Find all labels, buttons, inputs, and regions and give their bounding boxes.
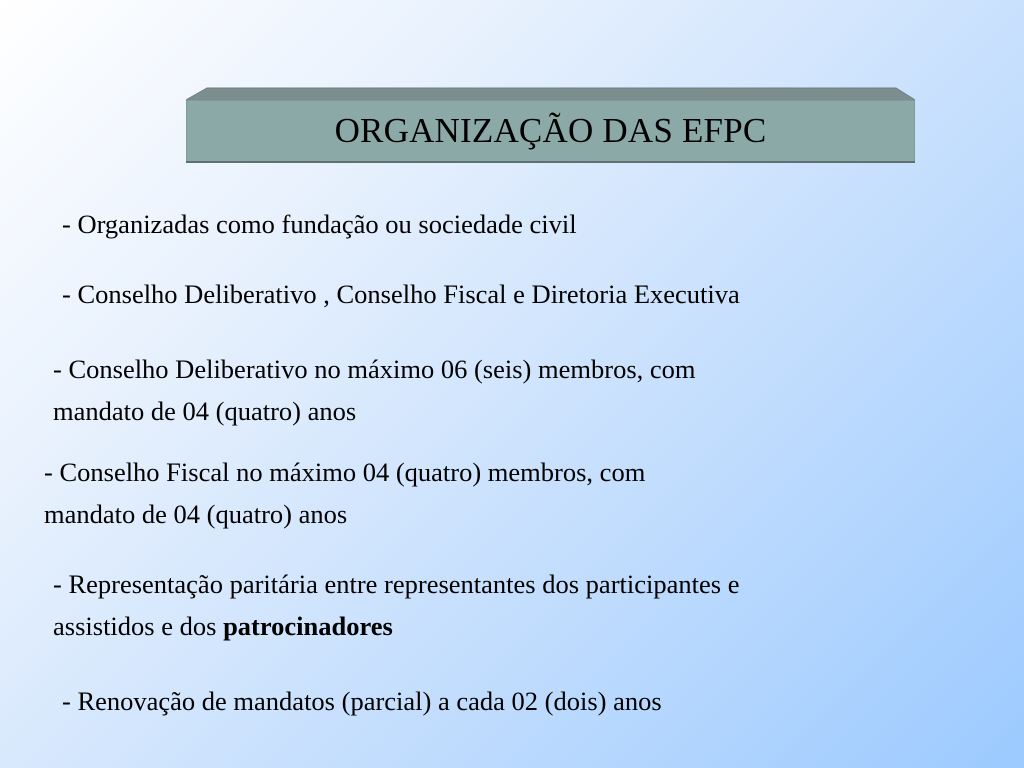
list-item-line: - Representação paritária entre representantes dos participantes e: [53, 569, 740, 599]
list-item: [44, 451, 645, 535]
list-item-line: [53, 605, 739, 647]
list-item: - Renovação de mandatos (parcial) a cada 02 (dois) anos: [62, 686, 662, 716]
list-item-line: mandato de 04 (quatro) anos: [53, 396, 357, 426]
list-item: [53, 348, 696, 432]
list-item: - Organizadas como fundação ou sociedade civil: [62, 209, 577, 239]
bold-term: patrocinadores: [223, 611, 393, 641]
list-item-text: assistidos e dos: [53, 611, 224, 641]
list-item-line: - Conselho Fiscal no máximo 04 (quatro) membros, com: [44, 457, 646, 487]
list-item: - Conselho Deliberativo , Conselho Fiscal e Diretoria Executiva: [62, 279, 740, 309]
slide-title: ORGANIZAÇÃO DAS EFPC: [334, 111, 767, 150]
list-item-line: - Conselho Deliberativo no máximo 06 (seis) membros, com: [53, 354, 696, 384]
title-box: [186, 87, 915, 163]
list-item-line: mandato de 04 (quatro) anos: [44, 499, 348, 529]
list-item: [53, 563, 739, 647]
